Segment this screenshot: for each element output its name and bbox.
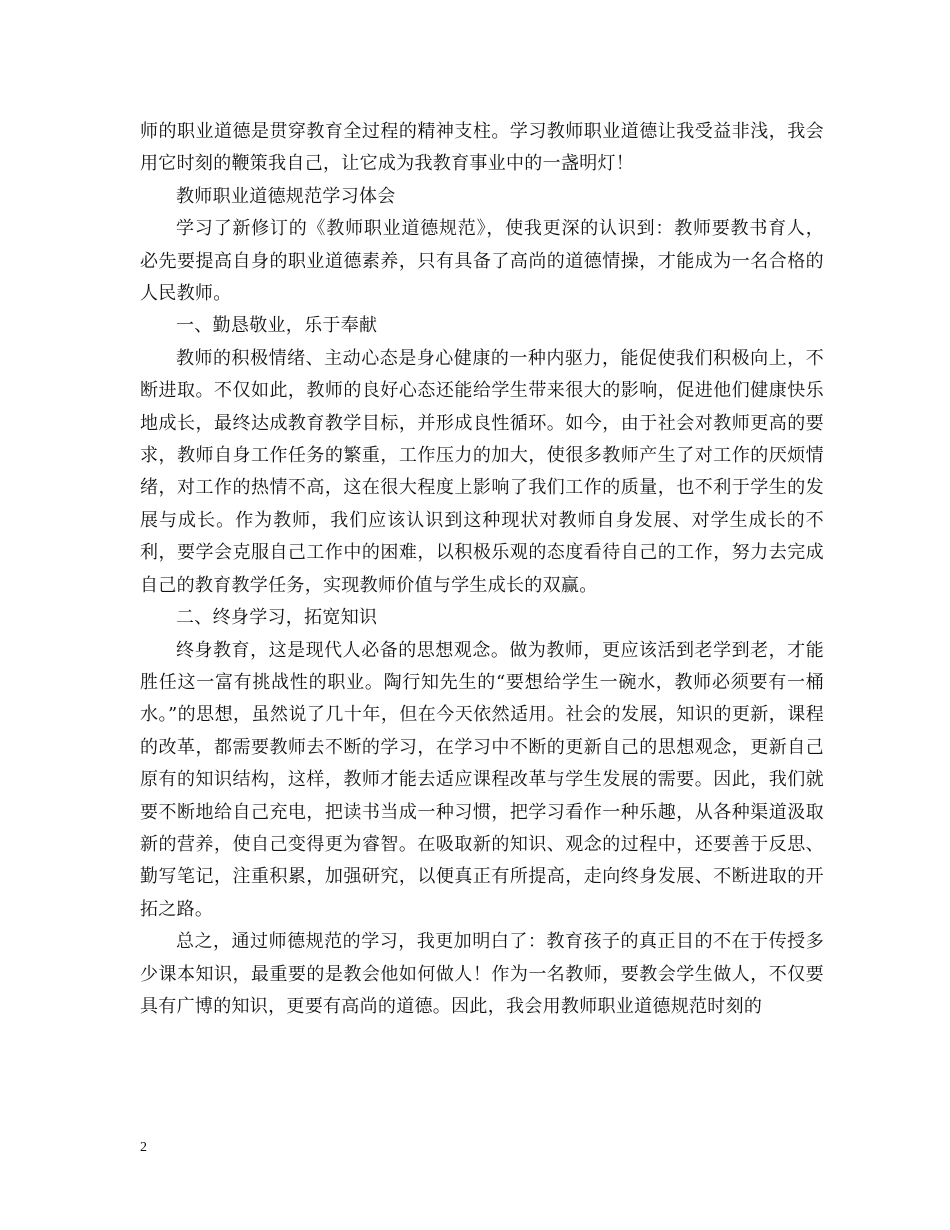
paragraph-lifelong-learning: 终身教育，这是现代人必备的思想观念。做为教师，更应该活到老学到老，才能胜任这一富有挑战性的职业。陶行知先生的“要想给学生一碗水，教师必须要有一桶水。”的思想，虽然说了几十年，但在今天依然适用。社会的发展，知识的更新，课程的改革，都需要教师去不断的学习，在学习中不断的更新自己的思想观念，更新自己原有的知识结构，这样，教师才能去适应课程改革与学生发展的需要。因此，我们就要不断地给自己充电，把读书当成一种习惯，把学习看作一种乐趣，从各种渠道汲取新的营养，使自己变得更为睿智。在吸取新的知识、观念的过程中，还要善于反思、勤写笔记，注重积累，加强研究，以便真正有所提高，走向终身发展、不断进取的开拓之路。: [140, 639, 824, 920]
heading-one: 一、勤恳敬业，乐于奉献: [176, 315, 378, 337]
intro-paragraph: 学习了新修订的《教师职业道德规范》，使我更深的认识到：教师要教书育人，必先要提高自身的职业道德素养，只有具备了高尚的道德情操，才能成为一名合格的人民教师。: [140, 218, 824, 305]
paragraph-conclusion: 总之，通过师德规范的学习，我更加明白了：教育孩子的真正目的不在于传授多少课本知识，最重要的是教会他如何做人！作为一名教师，要教会学生做人，不仅要具有广博的知识，更要有高尚的道德。因此，我会用教师职业道德规范时刻的: [140, 931, 824, 1017]
section-title: 教师职业道德规范学习体会: [176, 185, 396, 207]
document-body: [140, 116, 824, 1023]
paragraph-dedication: 教师的积极情绪、主动心态是身心健康的一种内驱力，能促使我们积极向上，不断进取。不仅如此，教师的良好心态还能给学生带来很大的影响，促进他们健康快乐地成长，最终达成教育教学目标，并形成良性循环。如今，由于社会对教师更高的要求，教师自身工作任务的繁重，工作压力的加大，使很多教师产生了对工作的厌烦情绪，对工作的热情不高，这在很大程度上影响了我们工作的质量，也不利于学生的发展与成长。作为教师，我们应该认识到这种现状对教师自身发展、对学生成长的不利，要学会克服自己工作中的困难，以积极乐观的态度看待自己的工作，努力去完成自己的教育教学任务，实现教师价值与学生成长的双赢。: [140, 347, 824, 596]
page-number: 2: [140, 1140, 147, 1155]
heading-two: 二、终身学习，拓宽知识: [176, 607, 378, 629]
paragraph-continuation: 师的职业道德是贯穿教育全过程的精神支柱。学习教师职业道德让我受益非浅，我会用它时刻的鞭策我自己，让它成为我教育事业中的一盏明灯！: [140, 121, 824, 175]
